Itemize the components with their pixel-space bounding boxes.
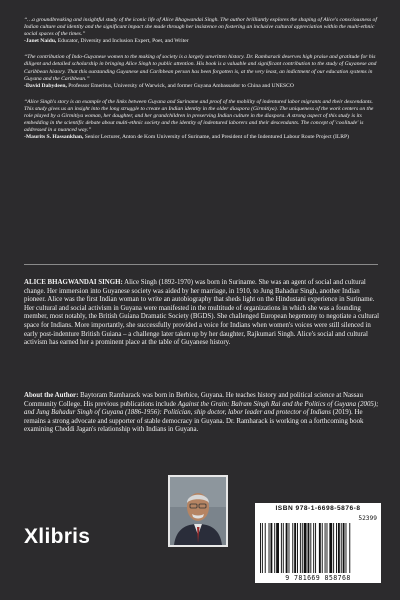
barcode-bar xyxy=(346,523,347,573)
bio-heading: ALICE BHAGWANDAI SINGH: xyxy=(24,279,123,286)
about-heading: About the Author: xyxy=(24,392,79,399)
price-code: 52399 xyxy=(358,515,377,522)
section-divider xyxy=(24,264,378,265)
isbn-barcode xyxy=(255,503,381,583)
barcode-bar xyxy=(269,523,270,573)
barcode-bar xyxy=(276,523,279,573)
endorsement-attribution xyxy=(24,134,378,141)
barcode-bar xyxy=(262,523,263,573)
publisher-logo: Xlibris xyxy=(24,525,91,548)
endorsement-author: -Janet Naidu, xyxy=(24,38,57,45)
barcode-bar xyxy=(286,523,288,573)
barcode-bar xyxy=(327,523,328,573)
barcode-bar xyxy=(304,523,307,573)
barcode-bar xyxy=(322,523,323,573)
barcode-bar xyxy=(292,523,293,573)
barcode-bar xyxy=(270,523,272,573)
barcode-bar xyxy=(329,523,332,573)
endorsement-author: -David Dabydeen, xyxy=(24,82,67,89)
about-book-titles: Against the Grain: Balram Singh Rai and the Politics of Guyana (2005); and Jung Bahadur Singh of Guyana (1886-1956): Politician, ship doctor, labor leader and protector of Indians xyxy=(24,400,379,417)
barcode-bar xyxy=(343,523,345,573)
barcode-bar xyxy=(297,523,298,573)
author-photo xyxy=(168,475,228,547)
barcode-bar xyxy=(300,523,301,573)
barcode-bar xyxy=(283,523,284,573)
barcode-bar xyxy=(315,523,316,573)
about-text: (2019). He remains a strong advocate and supporter of stable democracy in Guyana. Dr. Ramharack is working on a forthcoming book examining Cheddi Jagan's relationship with Indians in Guyana. xyxy=(24,409,364,434)
about-author xyxy=(24,392,379,435)
barcode-bar xyxy=(308,523,310,573)
author-portrait xyxy=(170,477,226,545)
endorsement-author: -Maurits S. Hassankhan, xyxy=(24,134,84,141)
endorsement-attribution xyxy=(24,83,378,90)
barcode-bar xyxy=(265,523,266,573)
barcode-bar xyxy=(319,523,321,573)
barcode-bar xyxy=(338,523,340,573)
endorsement-attribution xyxy=(24,38,378,45)
barcode-bar xyxy=(294,523,296,573)
barcode-bar xyxy=(260,523,261,573)
barcode-bars xyxy=(259,523,377,573)
barcode-bar xyxy=(313,523,314,573)
endorsement-credentials: Professor Emeritus, University of Warwick, and former Guyana Ambassador to China and UNESCO xyxy=(66,82,294,89)
endorsement-credentials: Educator, Diversity and Inclusion Expert, Poet, and Writer xyxy=(56,38,189,45)
barcode-bar xyxy=(289,523,290,573)
barcode-bar xyxy=(336,523,337,573)
isbn-text: ISBN 978-1-6698-5876-8 xyxy=(275,505,361,512)
barcode-bar xyxy=(349,523,350,573)
endorsement-quote: “The contribution of Indo-Guyanese women to the making of society is a largely unwritten history. Dr. Ramharack deserves high praise and gratitude for his diligent and detailed scholarship in bringing Alice Singh to public attention. His book is a valuable and significant contribution to the study of Guyanese and Caribbean history. That this outstanding Guyanese and Caribbean person has been forgotten is, at the very least, an indictment of our education systems in Guyana and the Caribbean.” xyxy=(24,54,377,82)
barcode-bar xyxy=(341,523,342,573)
barcode-bar xyxy=(302,523,303,573)
subject-bio xyxy=(24,279,379,348)
endorsement-credentials: Senior Lecturer, Anton de Kom University of Suriname, and President of the Indentured Labour Route Project (ILRP) xyxy=(83,134,349,141)
barcode-bar xyxy=(281,523,282,573)
barcode-bar xyxy=(310,523,311,573)
endorsement-quote: “Alice Singh's story is an example of the links between Guyana and Suriname and proof of the mobility of indentured labor migrants and their descendants. This study gives us an insight into the long struggle to create an Indian identity in the older diaspora (Girmitiya). The uniqueness of the work centers on the role played by a Girmitiya woman, her daughter, and her grandchildren in preserving Indian culture in the diaspora. A strong aspect of this study is its embedding in the scientific debate about multi-ethnic society and the identity of indentured laborers and their descendants. The concept of 'coolitude' is addressed in a nuanced way.” xyxy=(24,98,374,134)
endorsements xyxy=(24,17,378,150)
ean-digits: 9 781669 858768 xyxy=(285,574,351,582)
barcode-bar xyxy=(274,523,275,573)
barcode-bar xyxy=(325,523,326,573)
endorsement-quote: “…a groundbreaking and insightful study of the iconic life of Alice Bhagwandai Singh. The author brilliantly explores the shaping of Alice's consciousness of Indian culture and identity and the significant impact she made through her insistence on fostering an inclusive cultural appreciation within the multi-ethnic social spaces of the times.” xyxy=(24,17,377,38)
barcode-bar xyxy=(333,523,334,573)
about-text: Baytoram Ramharack was born in Berbice, Guyana. He teaches history and political science at Nassau Community College. His previous publications include xyxy=(24,392,363,408)
bio-text: Alice Singh (1892-1970) was born in Suriname. She was an agent of social and cultural change. Her immersion into Guyanese society was aided by her marriage, in 1910, to Jung Bahadur Singh, another Indian pioneer. Alice was the first Indian woman to write an autobiography that sheds light on the Hindustani experience in Suriname. Her cultural and social activism in Guyana were manifested in the multitude of organizations in which she was a founding member, most notably, the British Guiana Dramatic Society (BGDS). She challenged European hegemony to negotiate a cultural space for Indians. More importantly, she successfully provided a voice for Indians when women's voices were still silenced in early post-indenture British Guiana – a challenge later taken up by her daughter, Rajkumari Singh. Alice's social and cultural activism has earned her a prominent place at the table of Guyanese history. xyxy=(24,279,380,347)
